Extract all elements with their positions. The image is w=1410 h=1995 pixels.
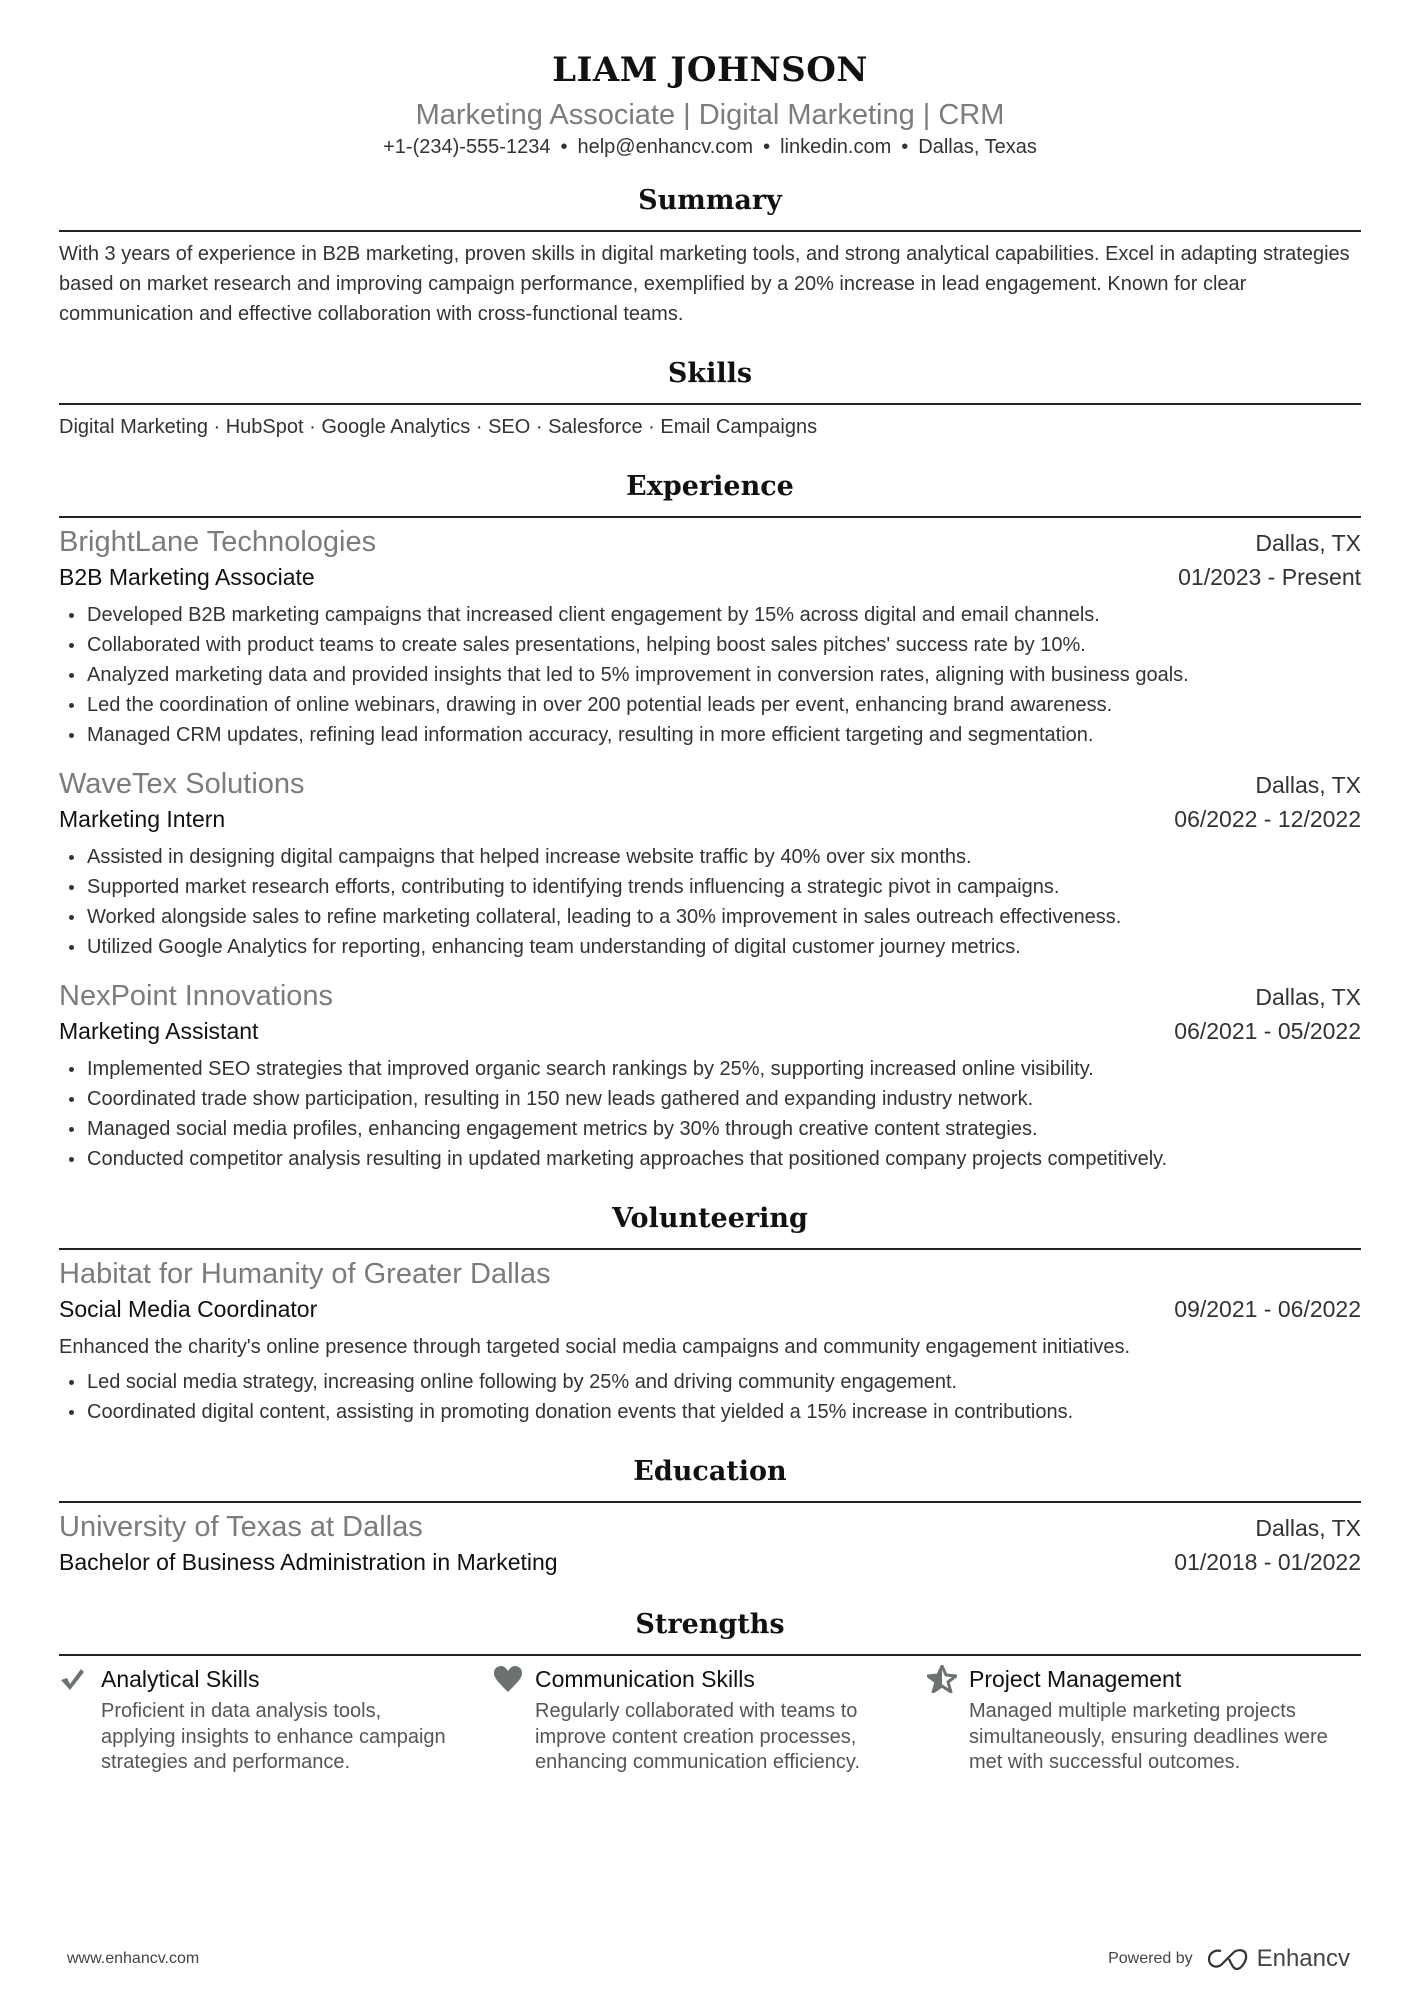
website-link[interactable]: www.enhancv.com	[67, 1950, 200, 1967]
section-heading: Skills	[59, 354, 1361, 405]
linkedin[interactable]: linkedin.com	[780, 136, 892, 158]
education-section	[59, 1452, 1361, 1580]
skills-section	[59, 354, 1361, 442]
summary-section	[59, 181, 1361, 329]
bullet: Developed B2B marketing campaigns that increased client engagement by 15% across digital and email channels.	[59, 600, 1361, 630]
contact-line: +1-(234)-555-1234 • help@enhancv.com • linkedin.com • Dallas, Texas	[383, 136, 1037, 158]
strength-item	[493, 1664, 927, 1776]
heart-icon	[493, 1664, 535, 1694]
star-icon	[927, 1664, 969, 1694]
section-heading: Education	[59, 1452, 1361, 1503]
role: B2B Marketing Associate	[59, 564, 315, 590]
company: NexPoint Innovations	[59, 980, 334, 1012]
strength-title: Project Management	[969, 1666, 1182, 1692]
bullet: Led social media strategy, increasing online following by 25% and driving community engagement.	[59, 1367, 1361, 1397]
strength-description: Proficient in data analysis tools, applying insights to enhance campaign strategies and performance.	[101, 1700, 446, 1774]
dates: 01/2018 - 01/2022	[1174, 1549, 1361, 1575]
bullet: Coordinated trade show participation, resulting in 150 new leads gathered and expanding industry network.	[59, 1084, 1361, 1114]
bullet: Managed CRM updates, refining lead information accuracy, resulting in more efficient targeting and segmentation.	[59, 720, 1361, 750]
section-heading: Experience	[59, 467, 1361, 518]
candidate-name: LIAM JOHNSON	[552, 50, 868, 90]
section-heading: Summary	[59, 181, 1361, 232]
strengths-section	[59, 1605, 1361, 1776]
powered-by-label: Powered by	[1108, 1950, 1193, 1967]
skills-list: Digital Marketing · HubSpot · Google Analytics · SEO · Salesforce · Email Campaigns	[59, 416, 818, 438]
experience-entry	[59, 525, 1361, 750]
bullet: Implemented SEO strategies that improved organic search rankings by 25%, supporting increased online visibility.	[59, 1054, 1361, 1084]
bullet: Assisted in designing digital campaigns that helped increase website traffic by 40% over six months.	[59, 842, 1361, 872]
email[interactable]: help@enhancv.com	[577, 136, 754, 158]
organization: Habitat for Humanity of Greater Dallas	[59, 1258, 551, 1290]
role: Social Media Coordinator	[59, 1296, 318, 1322]
experience-entry	[59, 767, 1361, 962]
bullet: Conducted competitor analysis resulting in updated marketing approaches that positioned company projects competitively.	[59, 1144, 1361, 1174]
dates: 09/2021 - 06/2022	[1174, 1296, 1361, 1322]
candidate-title: Marketing Associate | Digital Marketing | CRM	[415, 99, 1005, 131]
bullet: Worked alongside sales to refine marketing collateral, leading to a 30% improvement in sales outreach effectiveness.	[59, 902, 1361, 932]
bullet: Led the coordination of online webinars, drawing in over 200 potential leads per event, enhancing brand awareness.	[59, 690, 1361, 720]
strength-item	[59, 1664, 493, 1776]
strength-item	[927, 1664, 1361, 1776]
role: Marketing Assistant	[59, 1018, 259, 1044]
bullet-list	[59, 1054, 1361, 1174]
location: Dallas, TX	[1255, 1515, 1361, 1541]
school: University of Texas at Dallas	[59, 1511, 423, 1543]
footer	[67, 1945, 1350, 1973]
bullet-list	[59, 1367, 1361, 1427]
role: Marketing Intern	[59, 806, 226, 832]
enhancv-logo-icon	[1207, 1947, 1249, 1971]
strength-title: Communication Skills	[535, 1666, 755, 1692]
strength-description: Regularly collaborated with teams to improve content creation processes, enhancing communication efficiency.	[535, 1700, 860, 1774]
dates: 06/2022 - 12/2022	[1174, 806, 1361, 832]
phone: +1-(234)-555-1234	[383, 136, 551, 158]
bullet: Analyzed marketing data and provided insights that led to 5% improvement in conversion rates, aligning with business goals.	[59, 660, 1361, 690]
description: Enhanced the charity's online presence through targeted social media campaigns and community engagement initiatives.	[59, 1336, 1131, 1358]
location: Dallas, TX	[1255, 530, 1361, 556]
bullet: Supported market research efforts, contributing to identifying trends influencing a strategic pivot in campaigns.	[59, 872, 1361, 902]
bullet: Managed social media profiles, enhancing engagement metrics by 30% through creative content strategies.	[59, 1114, 1361, 1144]
resume-header	[59, 48, 1361, 161]
company: BrightLane Technologies	[59, 526, 377, 558]
location: Dallas, TX	[1255, 772, 1361, 798]
dates: 01/2023 - Present	[1178, 564, 1361, 590]
degree: Bachelor of Business Administration in Marketing	[59, 1549, 558, 1575]
bullet-list	[59, 600, 1361, 750]
section-heading: Volunteering	[59, 1199, 1361, 1250]
enhancv-logo[interactable]	[1207, 1945, 1350, 1973]
section-heading: Strengths	[59, 1605, 1361, 1656]
strength-description: Managed multiple marketing projects simultaneously, ensuring deadlines were met with successful outcomes.	[969, 1700, 1328, 1774]
location: Dallas, Texas	[918, 136, 1037, 158]
volunteer-entry	[59, 1257, 1361, 1427]
bullet: Utilized Google Analytics for reporting, enhancing team understanding of digital customer journey metrics.	[59, 932, 1361, 962]
location: Dallas, TX	[1255, 984, 1361, 1010]
summary-text: With 3 years of experience in B2B marketing, proven skills in digital marketing tools, and strong analytical capabilities. Excel in adapting strategies based on market research and improving campaign performance, exemplified by a 20% increase in lead engagement. Known for clear communication and effective collaboration with cross-functional teams.	[59, 243, 1350, 325]
bullet: Collaborated with product teams to create sales presentations, helping boost sales pitches' success rate by 10%.	[59, 630, 1361, 660]
experience-entry	[59, 979, 1361, 1174]
education-entry	[59, 1510, 1361, 1580]
strength-title: Analytical Skills	[101, 1666, 260, 1692]
bullet-list	[59, 842, 1361, 962]
bullet: Coordinated digital content, assisting in promoting donation events that yielded a 15% increase in contributions.	[59, 1397, 1361, 1427]
volunteering-section	[59, 1199, 1361, 1427]
experience-section	[59, 467, 1361, 1174]
brand-name: Enhancv	[1256, 1945, 1350, 1972]
check-icon	[59, 1664, 101, 1694]
dates: 06/2021 - 05/2022	[1174, 1018, 1361, 1044]
company: WaveTex Solutions	[59, 768, 305, 800]
